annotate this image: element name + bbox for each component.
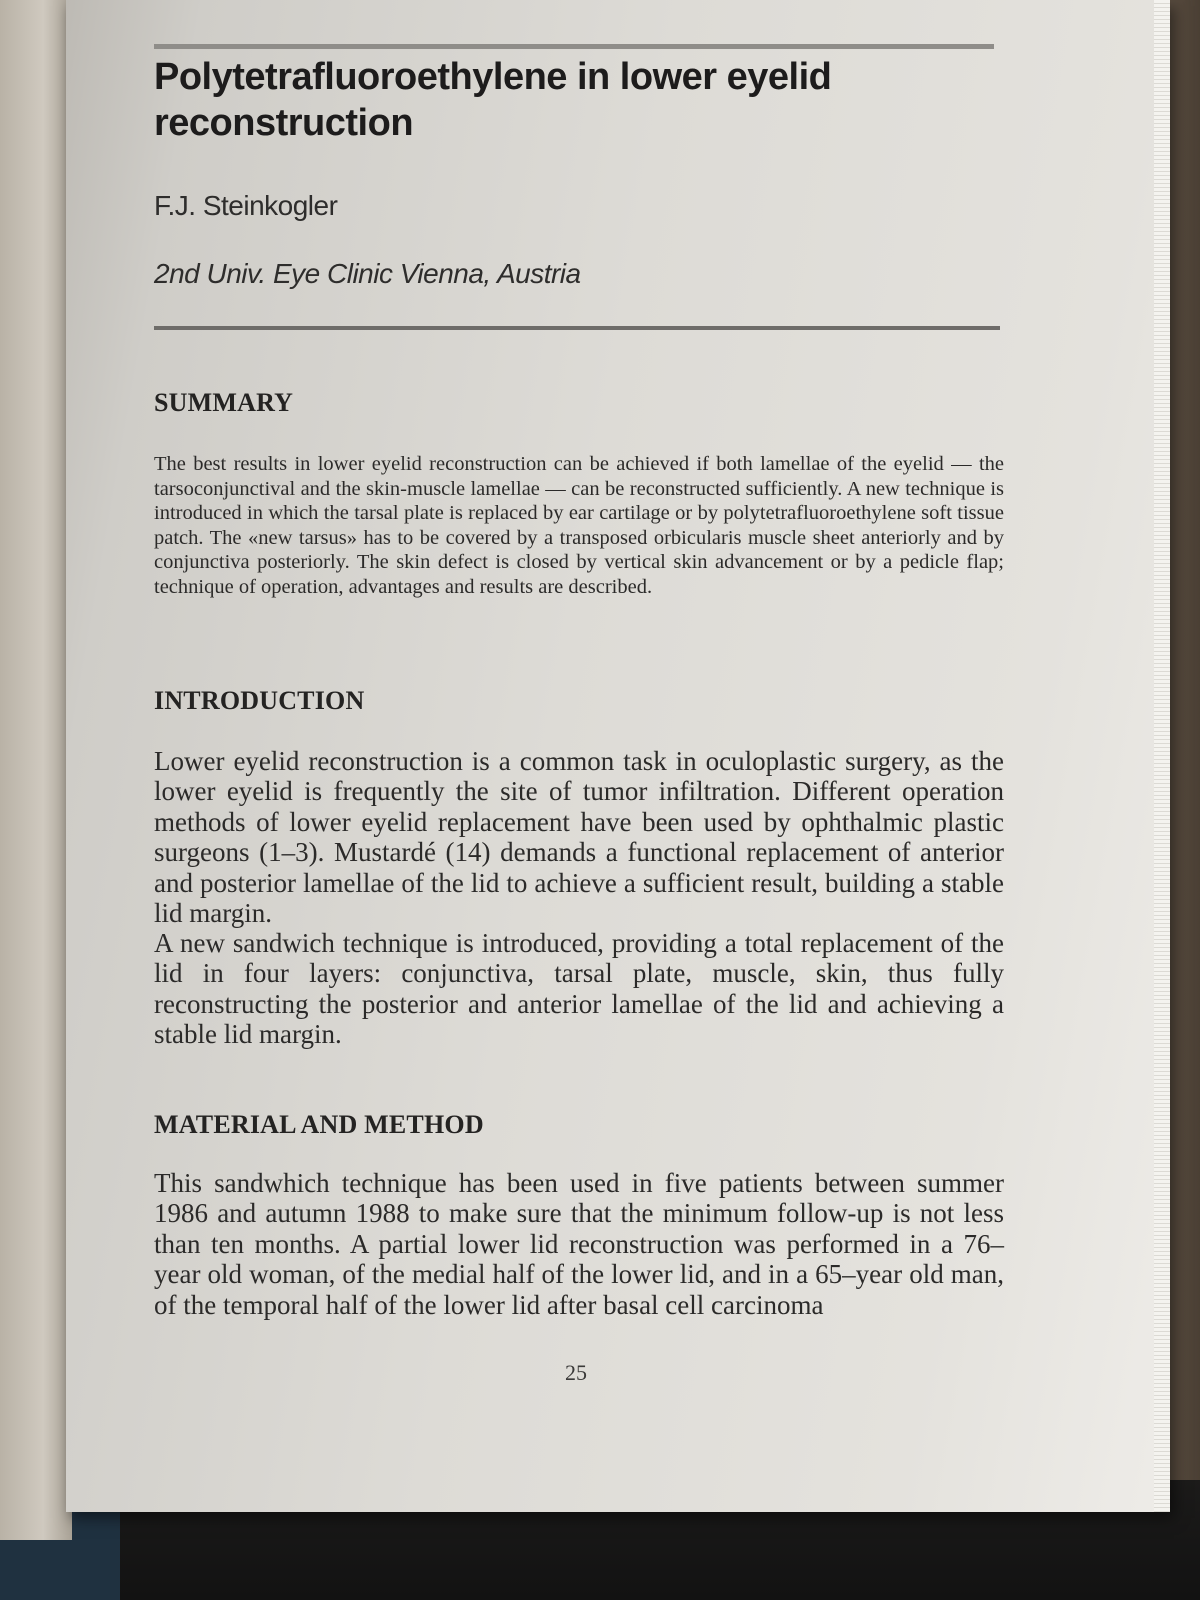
article-title: Polytetrafluoroethylene in lower eyelid reconstruction	[154, 56, 832, 144]
material-method-paragraph: This sandwhich technique has been used in five patients between summer 1986 and autumn 1988 to make sure that the minimum follow-up is not less than ten months. A partial lower lid reconstruction was performed in a 76–year old woman, of the medial half of the lower lid, and in a 65–year old man, of the temporal half of the lower lid after basal cell carcinoma	[154, 1168, 1004, 1320]
summary-text: The best results in lower eyelid reconstruction can be achieved if both lamellae of the eyelid — the tarsoconjunctival and the skin-muscle lamellae — can be reconstructed sufficiently. A new technique is introduced in which the tarsal plate is replaced by ear cartilage or by polytetrafluoroethylene soft tissue patch. The «new tarsus» has to be covered by a transposed orbicularis muscle sheet anteriorly and by conjunctiva posteriorly. The skin defect is closed by vertical skin advancement or by a pedicle flap; technique of operation, advantages and results are described.	[154, 453, 1004, 598]
page-number: 25	[565, 1360, 587, 1385]
article-affiliation: 2nd Univ. Eye Clinic Vienna, Austria	[154, 258, 581, 289]
introduction-paragraph-2: A new sandwich technique is introduced, providing a total replacement of the lid in four layers: conjunctiva, tarsal plate, muscle, skin, thus fully reconstructing the posterior and anterior lamellae of the lid and achieving a stable lid margin.	[154, 928, 1004, 1050]
page-stack-edge	[1154, 0, 1170, 1512]
header-rule-top	[154, 44, 994, 49]
facing-page-edge	[0, 0, 72, 1540]
introduction-paragraph-1: Lower eyelid reconstruction is a common task in oculoplastic surgery, as the lower eyelid is frequently the site of tumor infiltration. Different operation methods of lower eyelid replacement have been used by ophthalmic plastic surgeons (1–3). Mustardé (14) demands a functional replacement of anterior and posterior lamellae of the lid to achieve a sufficient result, building a stable lid margin.	[154, 746, 1004, 929]
material-method-heading: MATERIAL AND METHOD	[154, 1110, 484, 1139]
article-author: F.J. Steinkogler	[154, 190, 338, 221]
introduction-heading: INTRODUCTION	[154, 686, 365, 715]
summary-heading: SUMMARY	[154, 388, 294, 417]
book-page	[66, 0, 1170, 1512]
header-rule-bottom	[154, 326, 1000, 330]
